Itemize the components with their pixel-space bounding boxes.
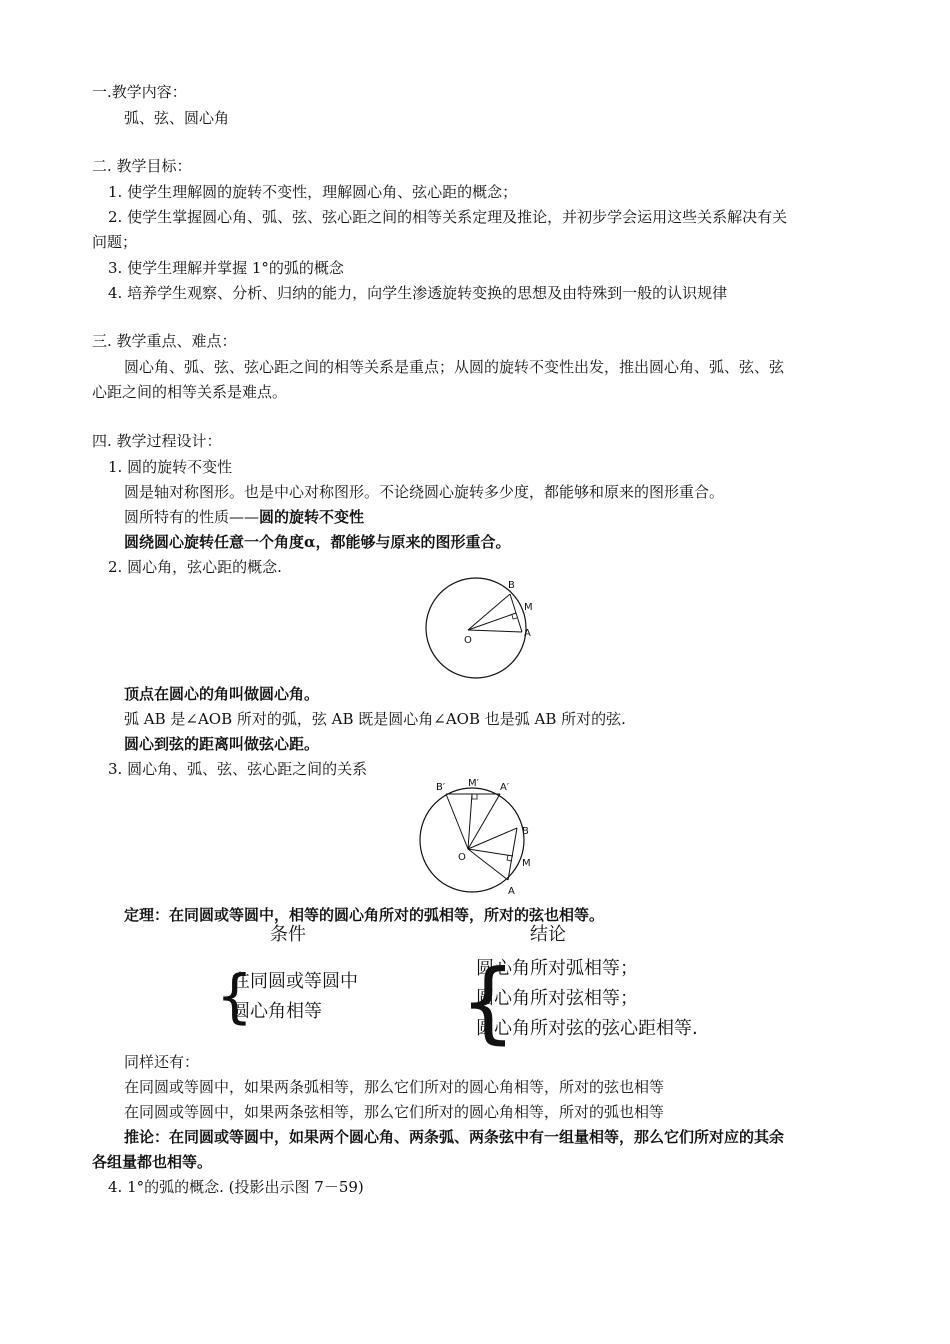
label-b: B bbox=[522, 826, 529, 837]
circle bbox=[426, 578, 526, 678]
keypoint-para-1: 圆心角、弧、弦、弦心距之间的相等关系是重点；从圆的旋转不变性出发，推出圆心角、弧、弦、弦 bbox=[124, 358, 785, 376]
goal-4: 4. 培养学生观察、分析、归纳的能力，向学生渗透旋转变换的思想及由特殊到一般的认识规律 bbox=[108, 284, 728, 302]
label-a: A bbox=[524, 628, 531, 639]
item1-para: 圆是轴对称图形。也是中心对称图形。不论绕圆心旋转多少度，都能够和原来的图形重合。 bbox=[124, 483, 725, 501]
conclusion-1: 圆心角所对弧相等； bbox=[476, 958, 638, 979]
item2-title: 2. 圆心角，弦心距的概念. bbox=[108, 558, 282, 576]
property-prefix: 圆所特有的性质—— bbox=[124, 508, 260, 526]
radius-oa bbox=[468, 630, 522, 632]
radius-ob bbox=[468, 828, 517, 849]
section4-heading: 四. 教学过程设计： bbox=[92, 432, 222, 450]
conclusion-2: 圆心角所对弦相等； bbox=[476, 988, 638, 1009]
item1-statement: 圆绕圆心旋转任意一个角度α，都能够与原来的图形重合。 bbox=[124, 533, 511, 551]
distance-om2 bbox=[468, 794, 472, 849]
item1-property bbox=[124, 507, 364, 527]
radius-oa bbox=[468, 849, 508, 880]
radius-ob bbox=[468, 594, 510, 630]
item3-title: 3. 圆心角、弧、弦、弦心距之间的关系 bbox=[108, 760, 368, 778]
definition-central-angle: 顶点在圆心的角叫做圆心角。 bbox=[124, 685, 320, 703]
item4-title: 4. 1°的弧的概念. (投影出示图 7－59) bbox=[108, 1178, 364, 1196]
radius-oa2 bbox=[468, 794, 500, 849]
conclusion-3: 圆心角所对弦的弦心距相等. bbox=[476, 1018, 698, 1039]
conclusion-brace: { bbox=[460, 950, 516, 1053]
also-heading: 同样还有： bbox=[124, 1053, 200, 1071]
label-o: O bbox=[458, 852, 466, 863]
definition-chord-distance: 圆心到弦的距离叫做弦心距。 bbox=[124, 735, 320, 753]
label-b: B bbox=[508, 580, 515, 591]
keypoint-para-2: 心距之间的相等关系是难点。 bbox=[92, 383, 288, 401]
right-angle-mark-2 bbox=[472, 794, 477, 799]
section1-heading: 一.教学内容： bbox=[92, 83, 187, 101]
goal-1: 1. 使学生理解圆的旋转不变性，理解圆心角、弦心距的概念； bbox=[108, 183, 518, 201]
distance-om bbox=[468, 613, 516, 630]
right-angle-mark bbox=[512, 615, 517, 619]
condition-1: 在同圆或等圆中 bbox=[232, 971, 358, 992]
goal-2-cont: 问题； bbox=[92, 233, 138, 251]
theorem: 定理：在同圆或等圆中，相等的圆心角所对的弧相等，所对的弦也相等。 bbox=[124, 906, 605, 924]
label-o: O bbox=[464, 635, 472, 646]
label-m: M bbox=[524, 602, 533, 613]
figure-central-angle bbox=[412, 572, 542, 682]
section1-content: 弧、弦、圆心角 bbox=[124, 109, 230, 127]
radius-ob2 bbox=[446, 794, 468, 849]
also-2: 在同圆或等圆中，如果两条弦相等，那么它们所对的圆心角相等，所对的弧也相等 bbox=[124, 1103, 665, 1121]
section3-heading: 三. 教学重点、难点： bbox=[92, 332, 237, 350]
distance-om bbox=[468, 849, 513, 856]
corollary-cont: 各组量都也相等。 bbox=[92, 1153, 213, 1171]
also-1: 在同圆或等圆中，如果两条弧相等，那么它们所对的圆心角相等，所对的弦也相等 bbox=[124, 1078, 665, 1096]
property-name: 圆的旋转不变性 bbox=[259, 508, 365, 526]
label-m-prime: M′ bbox=[468, 778, 479, 789]
label-a-prime: A′ bbox=[500, 782, 510, 793]
figure-rotation bbox=[412, 776, 542, 900]
goal-2: 2. 使学生掌握圆心角、弧、弦、弦心距之间的相等关系定理及推论，并初步学会运用这些关系解决有关 bbox=[108, 208, 788, 226]
condition-2: 圆心角相等 bbox=[232, 1001, 322, 1022]
condition-brace: { bbox=[216, 962, 253, 1030]
arc-chord-text: 弧 AB 是∠AOB 所对的弧，弦 AB 既是圆心角∠AOB 也是弧 AB 所对的弦. bbox=[124, 710, 626, 728]
condition-label: 条件 bbox=[270, 924, 306, 945]
label-m: M bbox=[522, 858, 531, 869]
label-a: A bbox=[508, 886, 515, 897]
conclusion-label: 结论 bbox=[530, 924, 566, 945]
item1-title: 1. 圆的旋转不变性 bbox=[108, 458, 233, 476]
label-b-prime: B′ bbox=[436, 782, 446, 793]
section2-heading: 二. 教学目标： bbox=[92, 157, 192, 175]
goal-3: 3. 使学生理解并掌握 1°的弧的概念 bbox=[108, 259, 344, 277]
corollary: 推论：在同圆或等圆中，如果两个圆心角、两条弧、两条弦中有一组量相等，那么它们所对应的其余 bbox=[124, 1128, 785, 1146]
